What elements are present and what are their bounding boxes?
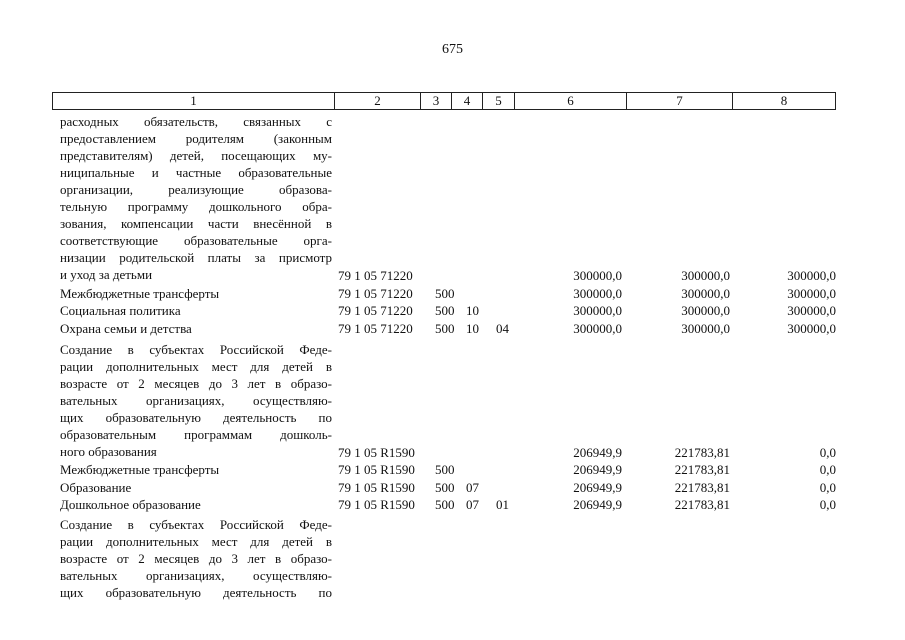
amount-col-7: 300000,0 bbox=[681, 268, 730, 283]
target-code: 79 1 05 71220 bbox=[338, 268, 413, 283]
page-number: 675 bbox=[442, 42, 463, 57]
amount-col-8: 300000,0 bbox=[787, 268, 836, 283]
subsection-code: 04 bbox=[496, 321, 509, 336]
column-header-3: 3 bbox=[421, 93, 452, 109]
column-header-6: 6 bbox=[515, 93, 627, 109]
description-line: ного образования bbox=[60, 444, 157, 459]
amount-col-8: 0,0 bbox=[819, 462, 836, 477]
expense-type: 500 bbox=[435, 497, 455, 512]
column-header-2: 2 bbox=[335, 93, 421, 109]
column-header-7: 7 bbox=[627, 93, 733, 109]
row-name: Охрана семьи и детства bbox=[60, 321, 192, 336]
column-header-1: 1 bbox=[53, 93, 335, 109]
amount-col-8: 300000,0 bbox=[787, 321, 836, 336]
description-line: зования, компенсации части внесённой в bbox=[60, 216, 332, 231]
amount-col-7: 221783,81 bbox=[674, 445, 730, 460]
amount-col-7: 300000,0 bbox=[681, 303, 730, 318]
description-line: образовательным программам дошколь- bbox=[60, 427, 332, 442]
expense-type: 500 bbox=[435, 462, 455, 477]
section-code: 07 bbox=[466, 497, 479, 512]
description-line: соответствующие образовательные орга- bbox=[60, 233, 332, 248]
column-header-4: 4 bbox=[452, 93, 483, 109]
amount-col-7: 221783,81 bbox=[674, 480, 730, 495]
section-code: 10 bbox=[466, 303, 479, 318]
expense-type: 500 bbox=[435, 480, 455, 495]
expense-type: 500 bbox=[435, 303, 455, 318]
target-code: 79 1 05 R1590 bbox=[338, 497, 415, 512]
amount-col-7: 221783,81 bbox=[674, 497, 730, 512]
description-line: рации дополнительных мест для детей в bbox=[60, 534, 332, 549]
amount-col-6: 206949,9 bbox=[573, 445, 622, 460]
amount-col-7: 300000,0 bbox=[681, 321, 730, 336]
target-code: 79 1 05 R1590 bbox=[338, 462, 415, 477]
description-line: щих образовательную деятельность по bbox=[60, 410, 332, 425]
expense-type: 500 bbox=[435, 286, 455, 301]
amount-col-6: 206949,9 bbox=[573, 497, 622, 512]
row-name: Образование bbox=[60, 480, 132, 495]
description-line: рации дополнительных мест для детей в bbox=[60, 359, 332, 374]
row-name: Дошкольное образование bbox=[60, 497, 201, 512]
description-line: низации родительской платы за присмотр bbox=[60, 250, 332, 265]
description-line: возрасте от 2 месяцев до 3 лет в образо- bbox=[60, 376, 332, 391]
description-line: предоставлением родителям (законным bbox=[60, 131, 332, 146]
description-line: расходных обязательств, связанных с bbox=[60, 114, 332, 129]
amount-col-6: 300000,0 bbox=[573, 303, 622, 318]
amount-col-8: 300000,0 bbox=[787, 286, 836, 301]
description-line: тельную программу дошкольного обра- bbox=[60, 199, 332, 214]
row-name: Межбюджетные трансферты bbox=[60, 462, 220, 477]
column-header-5: 5 bbox=[483, 93, 515, 109]
expense-type: 500 bbox=[435, 321, 455, 336]
description-line: и уход за детьми bbox=[60, 267, 153, 282]
section-code: 10 bbox=[466, 321, 479, 336]
description-line: представителям) детей, посещающих му- bbox=[60, 148, 332, 163]
row-name: Межбюджетные трансферты bbox=[60, 286, 220, 301]
amount-col-6: 300000,0 bbox=[573, 268, 622, 283]
subsection-code: 01 bbox=[496, 497, 509, 512]
section-code: 07 bbox=[466, 480, 479, 495]
row-name: Социальная политика bbox=[60, 303, 181, 318]
amount-col-7: 221783,81 bbox=[674, 462, 730, 477]
amount-col-6: 206949,9 bbox=[573, 462, 622, 477]
target-code: 79 1 05 R1590 bbox=[338, 480, 415, 495]
description-line: вательных организациях, осуществляю- bbox=[60, 568, 332, 583]
target-code: 79 1 05 R1590 bbox=[338, 445, 415, 460]
target-code: 79 1 05 71220 bbox=[338, 303, 413, 318]
description-line: Создание в субъектах Российской Феде- bbox=[60, 342, 332, 357]
amount-col-6: 300000,0 bbox=[573, 286, 622, 301]
amount-col-6: 300000,0 bbox=[573, 321, 622, 336]
amount-col-7: 300000,0 bbox=[681, 286, 730, 301]
amount-col-6: 206949,9 bbox=[573, 480, 622, 495]
target-code: 79 1 05 71220 bbox=[338, 321, 413, 336]
description-line: возрасте от 2 месяцев до 3 лет в образо- bbox=[60, 551, 332, 566]
column-header-8: 8 bbox=[780, 93, 788, 108]
amount-col-8: 0,0 bbox=[819, 480, 836, 495]
description-line: щих образовательную деятельность по bbox=[60, 585, 332, 600]
amount-col-8: 0,0 bbox=[819, 497, 836, 512]
column-header-row bbox=[52, 92, 836, 110]
description-line: ниципальные и частные образовательные bbox=[60, 165, 332, 180]
description-line: Создание в субъектах Российской Феде- bbox=[60, 517, 332, 532]
description-line: организации, реализующие образова- bbox=[60, 182, 332, 197]
amount-col-8: 300000,0 bbox=[787, 303, 836, 318]
target-code: 79 1 05 71220 bbox=[338, 286, 413, 301]
amount-col-8: 0,0 bbox=[819, 445, 836, 460]
description-line: вательных организациях, осуществляю- bbox=[60, 393, 332, 408]
